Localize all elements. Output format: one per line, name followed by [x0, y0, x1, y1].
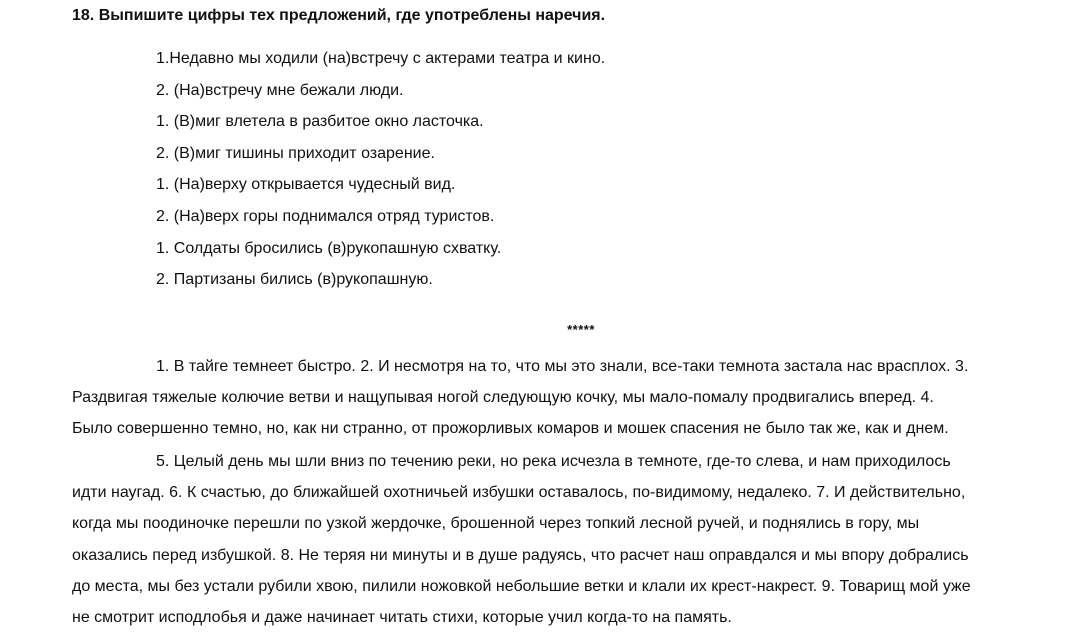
text-line: Было совершенно темно, но, как ни странно, от прожорливых комаров и мошек спасения не было так же, как и днем.	[72, 420, 949, 438]
sentence-item: 2. (В)миг тишины приходит озарение.	[156, 144, 435, 162]
sentence-item: 1. (В)миг влетела в разбитое окно ласточка.	[156, 113, 484, 131]
sentence-item: 2. (На)верх горы поднимался отряд туристов.	[156, 207, 495, 225]
text-line: когда мы поодиночке перешли по узкой жердочке, брошенной через топкий лесной ручей, и поднялись в гору, мы	[72, 515, 920, 533]
text-line: до места, мы без устали рубили хвою, пилили ножовкой небольшие ветки и клали их крест-накрест. 9. Товарищ мой уже	[72, 577, 971, 595]
text-line: 5. Целый день мы шли вниз по течению реки, но река исчезла в темноте, где-то слева, и нам приходилось	[156, 453, 951, 470]
text-paragraph-1	[72, 351, 1082, 445]
sentence-item: 1. Солдаты бросились (в)рукопашную схватку.	[156, 239, 502, 257]
task-title: 18. Выпишите цифры тех предложений, где употреблены наречия.	[72, 7, 606, 24]
text-line: не смотрит исподлобья и даже начинает читать стихи, которые учил когда-то на память.	[72, 608, 732, 626]
section-divider	[0, 322, 1086, 338]
sentence-item: 2. (На)встречу мне бежали люди.	[156, 81, 404, 99]
text-line: Раздвигая тяжелые колючие ветви и нащупывая ногой следующую кочку, мы мало-помалу продвигались вперед. 4.	[72, 389, 934, 407]
text-paragraph-2	[72, 446, 1082, 633]
sentence-list	[156, 43, 605, 296]
sentence-item: 2. Партизаны бились (в)рукопашную.	[156, 271, 433, 289]
text-line: 1. В тайге темнеет быстро. 2. И несмотря на то, что мы это знали, все-таки темнота застала нас врасплох. 3.	[156, 358, 969, 375]
divider-asterisks: *****	[567, 322, 595, 337]
sentence-item: 1. (На)верху открывается чудесный вид.	[156, 176, 456, 194]
text-line: оказались перед избушкой. 8. Не теряя ни минуты и в душе радуясь, что расчет наш оправдался и мы впору добрались	[72, 546, 969, 564]
text-line: идти наугад. 6. К счастью, до ближайшей охотничьей избушки оставалось, по-видимому, недалеко. 7. И действительно,	[72, 484, 966, 502]
sentence-item: 1.Недавно мы ходили (на)встречу с актерами театра и кино.	[156, 50, 606, 67]
